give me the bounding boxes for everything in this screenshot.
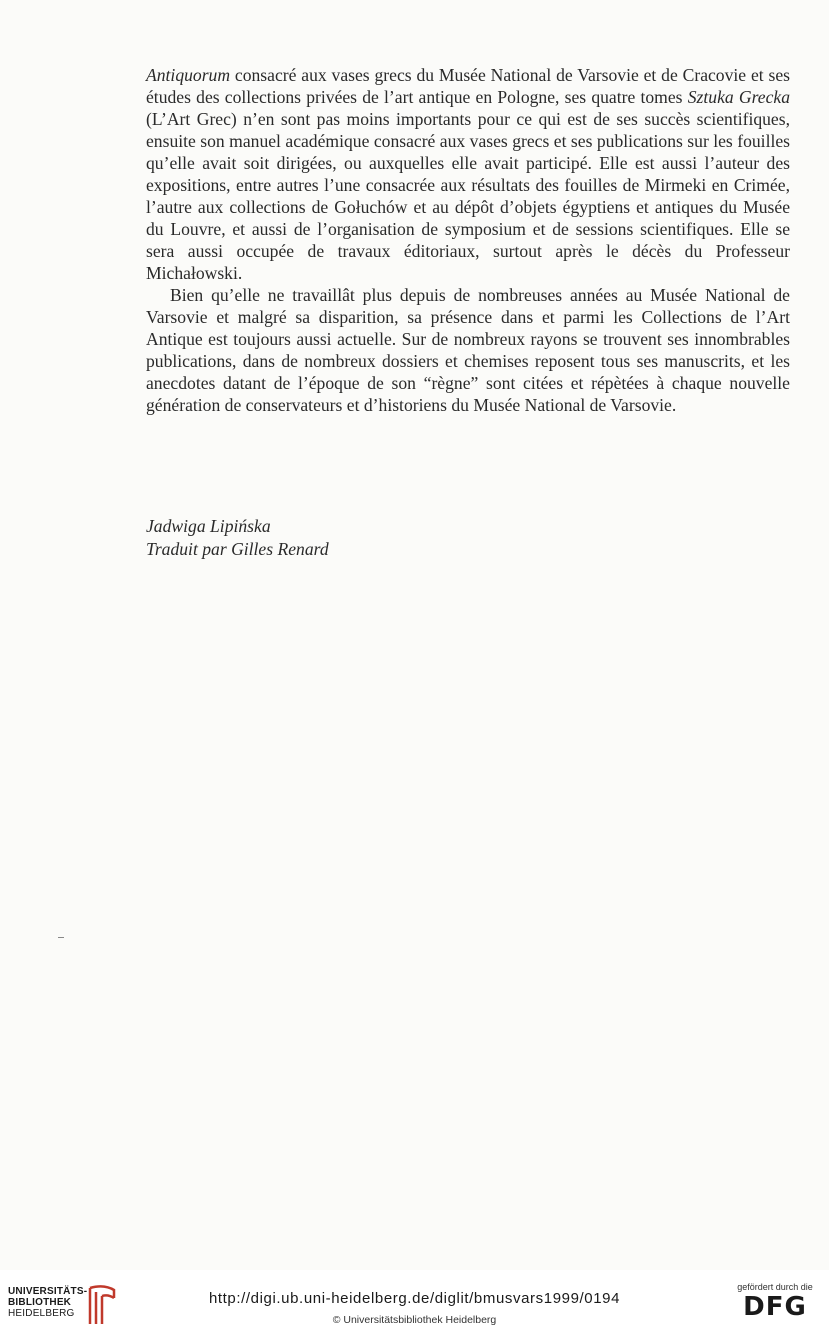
margin-mark (58, 937, 64, 938)
body-text (146, 64, 790, 416)
footer-bar (0, 1270, 829, 1336)
permalink-url[interactable]: http://digi.ub.uni-heidelberg.de/diglit/bmusvars1999/0194 (208, 1290, 621, 1307)
dfg-logo: DFG (743, 1292, 807, 1322)
funder-caption: gefördert durch die (737, 1282, 813, 1292)
signature-block (146, 515, 329, 561)
paragraph-1-text-a: consacré aux vases grecs du Musée National de Varsovie et de Cracovie et ses études des collections privées de l’art antique en Pologne, ses quatre tomes (146, 65, 790, 107)
translator-credit: Traduit par Gilles Renard (146, 539, 329, 559)
library-line-1: UNIVERSITÄTS- (8, 1286, 88, 1297)
author-name: Jadwiga Lipińska (146, 516, 271, 536)
italic-title-antiquorum: Antiquorum (146, 65, 231, 85)
library-line-2: BIBLIOTHEK (8, 1297, 72, 1308)
copyright-notice: © Universitätsbibliothek Heidelberg (332, 1314, 497, 1326)
paragraph-2: Bien qu’elle ne travaillât plus depuis de nombreuses années au Musée National de Varsovie et malgré sa disparition, sa présence dans et parmi les Collections de l’Art Antique est toujours aussi actuelle. Sur de nombreux rayons se trouvent ses innombrables publications, dans de nombreux dossiers et chemises reposent tous ses manuscrits, et les anecdotes datant de l’époque de son “règne” sont citées et répètées à chaque nouvelle génération de conservateurs et d’historiens du Musée National de Varsovie. (146, 285, 790, 415)
italic-title-sztuka-grecka: Sztuka Grecka (687, 87, 790, 107)
paragraph-1 (146, 64, 790, 284)
funder-badge[interactable] (728, 1282, 822, 1332)
library-line-3: HEIDELBERG (8, 1308, 75, 1319)
paragraph-1-text-b: (L’Art Grec) n’en sont pas moins importants pour ce qui est de ses succès scientifiques, ensuite son manuel académique consacré aux vases grecs et ses publications sur les fouilles qu’elle avait soit dirigées, ou auxquelles elle avait participé. Elle est aussi l’auteur des expositions, entre autres l’une consacrée aux résultats des fouilles de Mirmeki en Crimée, l’autre aux collections de Gołuchów et au dépôt d’objets égyptiens et antiques du Musée du Louvre, et aussi de l’organisation de symposium et de sessions scientifiques. Elle se sera aussi occupée de travaux éditoriaux, surtout après le décès du Professeur Michałowski. (146, 109, 790, 283)
